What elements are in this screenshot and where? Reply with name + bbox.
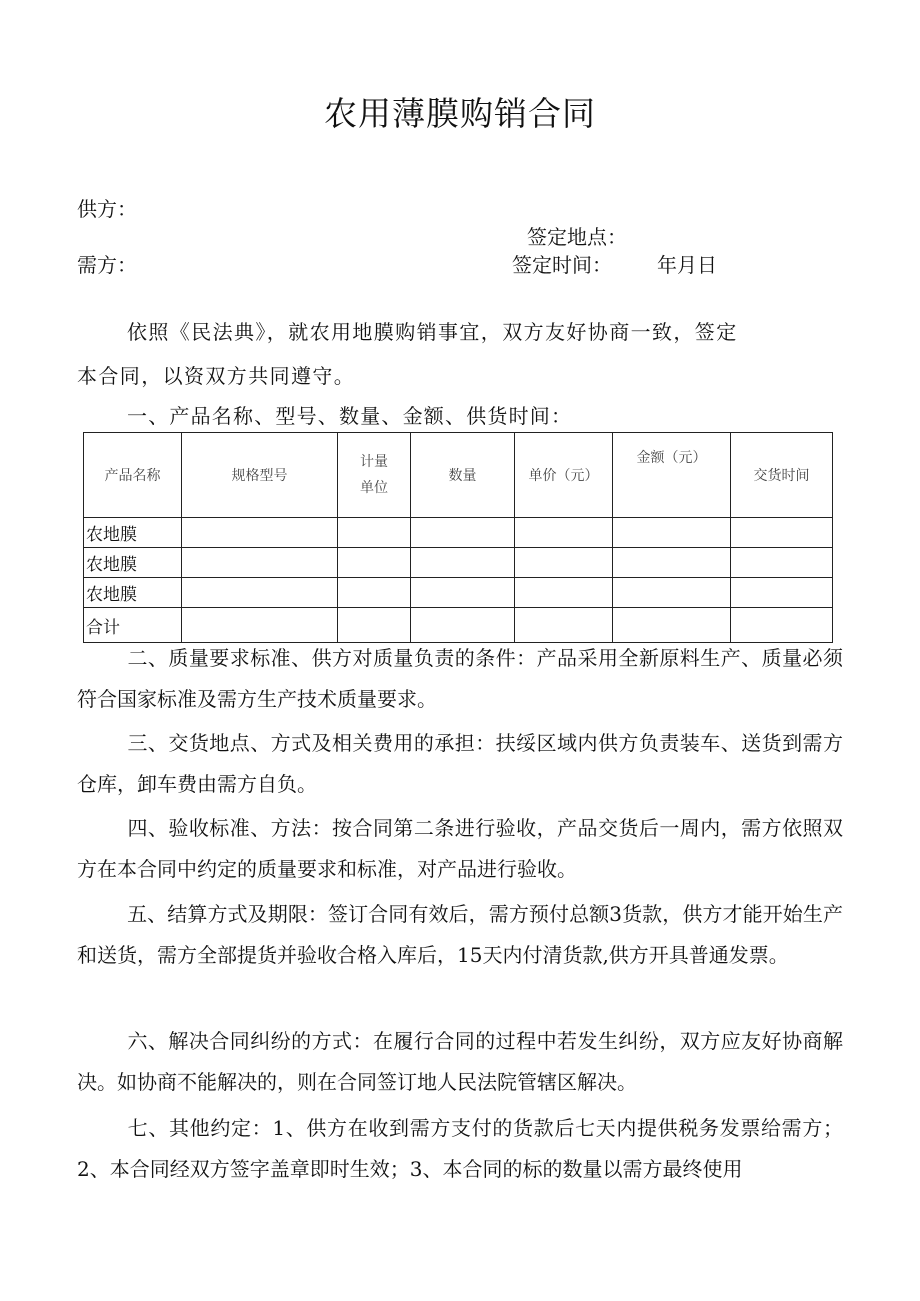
intro-line-2: 本合同，以资双方共同遵守。 bbox=[77, 364, 356, 388]
header-delivery-time: 交货时间 bbox=[731, 433, 833, 518]
sign-time-label: 签定时间： bbox=[512, 253, 612, 277]
section-1-heading: 一、产品名称、型号、数量、金额、供货时间： bbox=[127, 404, 573, 428]
table-row bbox=[84, 548, 833, 578]
header-quantity: 数量 bbox=[411, 433, 515, 518]
header-amount: 金额（元） bbox=[613, 433, 731, 518]
clause-3: 三、交货地点、方式及相关费用的承担：扶绥区域内供方负责装车、送货到需方仓库，卸车费由需方自负。 bbox=[77, 731, 843, 796]
sign-place-label: 签定地点： bbox=[527, 225, 627, 249]
row-product-name: 农地膜 bbox=[84, 518, 182, 548]
document-title: 农用薄膜购销合同 bbox=[324, 94, 596, 133]
table-header-row bbox=[84, 433, 833, 518]
header-spec-model: 规格型号 bbox=[182, 433, 338, 518]
header-unit-price: 单价（元） bbox=[515, 433, 613, 518]
supplier-label: 供方： bbox=[77, 197, 137, 221]
row-product-name: 农地膜 bbox=[84, 578, 182, 608]
row-total-label: 合计 bbox=[84, 608, 182, 643]
table-row bbox=[84, 518, 833, 548]
clause-2: 二、质量要求标准、供方对质量负责的条件：产品采用全新原料生产、质量必须符合国家标准及需方生产技术质量要求。 bbox=[77, 646, 843, 711]
clause-6: 六、解决合同纠纷的方式：在履行合同的过程中若发生纠纷，双方应友好协商解决。如协商不能解决的，则在合同签订地人民法院管辖区解决。 bbox=[77, 1029, 843, 1094]
buyer-label: 需方： bbox=[77, 253, 137, 277]
clause-4: 四、验收标准、方法：按合同第二条进行验收，产品交货后一周内，需方依照双方在本合同中约定的质量要求和标准，对产品进行验收。 bbox=[77, 816, 843, 881]
header-unit: 计量 单位 bbox=[338, 433, 411, 518]
sign-date: 年月日 bbox=[657, 253, 717, 277]
product-table bbox=[83, 432, 833, 643]
row-product-name: 农地膜 bbox=[84, 548, 182, 578]
clause-5: 五、结算方式及期限：签订合同有效后，需方预付总额3货款，供方才能开始生产和送货，需方全部提货并验收合格入库后，15天内付清货款,供方开具普通发票。 bbox=[77, 902, 843, 967]
table-row bbox=[84, 578, 833, 608]
header-product-name: 产品名称 bbox=[84, 433, 182, 518]
intro-line-1: 依照《民法典》，就农用地膜购销事宜，双方友好协商一致，签定 bbox=[127, 320, 738, 344]
clause-7: 七、其他约定：1、供方在收到需方支付的货款后七天内提供税务发票给需方；2、本合同经双方签字盖章即时生效；3、本合同的标的数量以需方最终使用 bbox=[77, 1116, 843, 1181]
